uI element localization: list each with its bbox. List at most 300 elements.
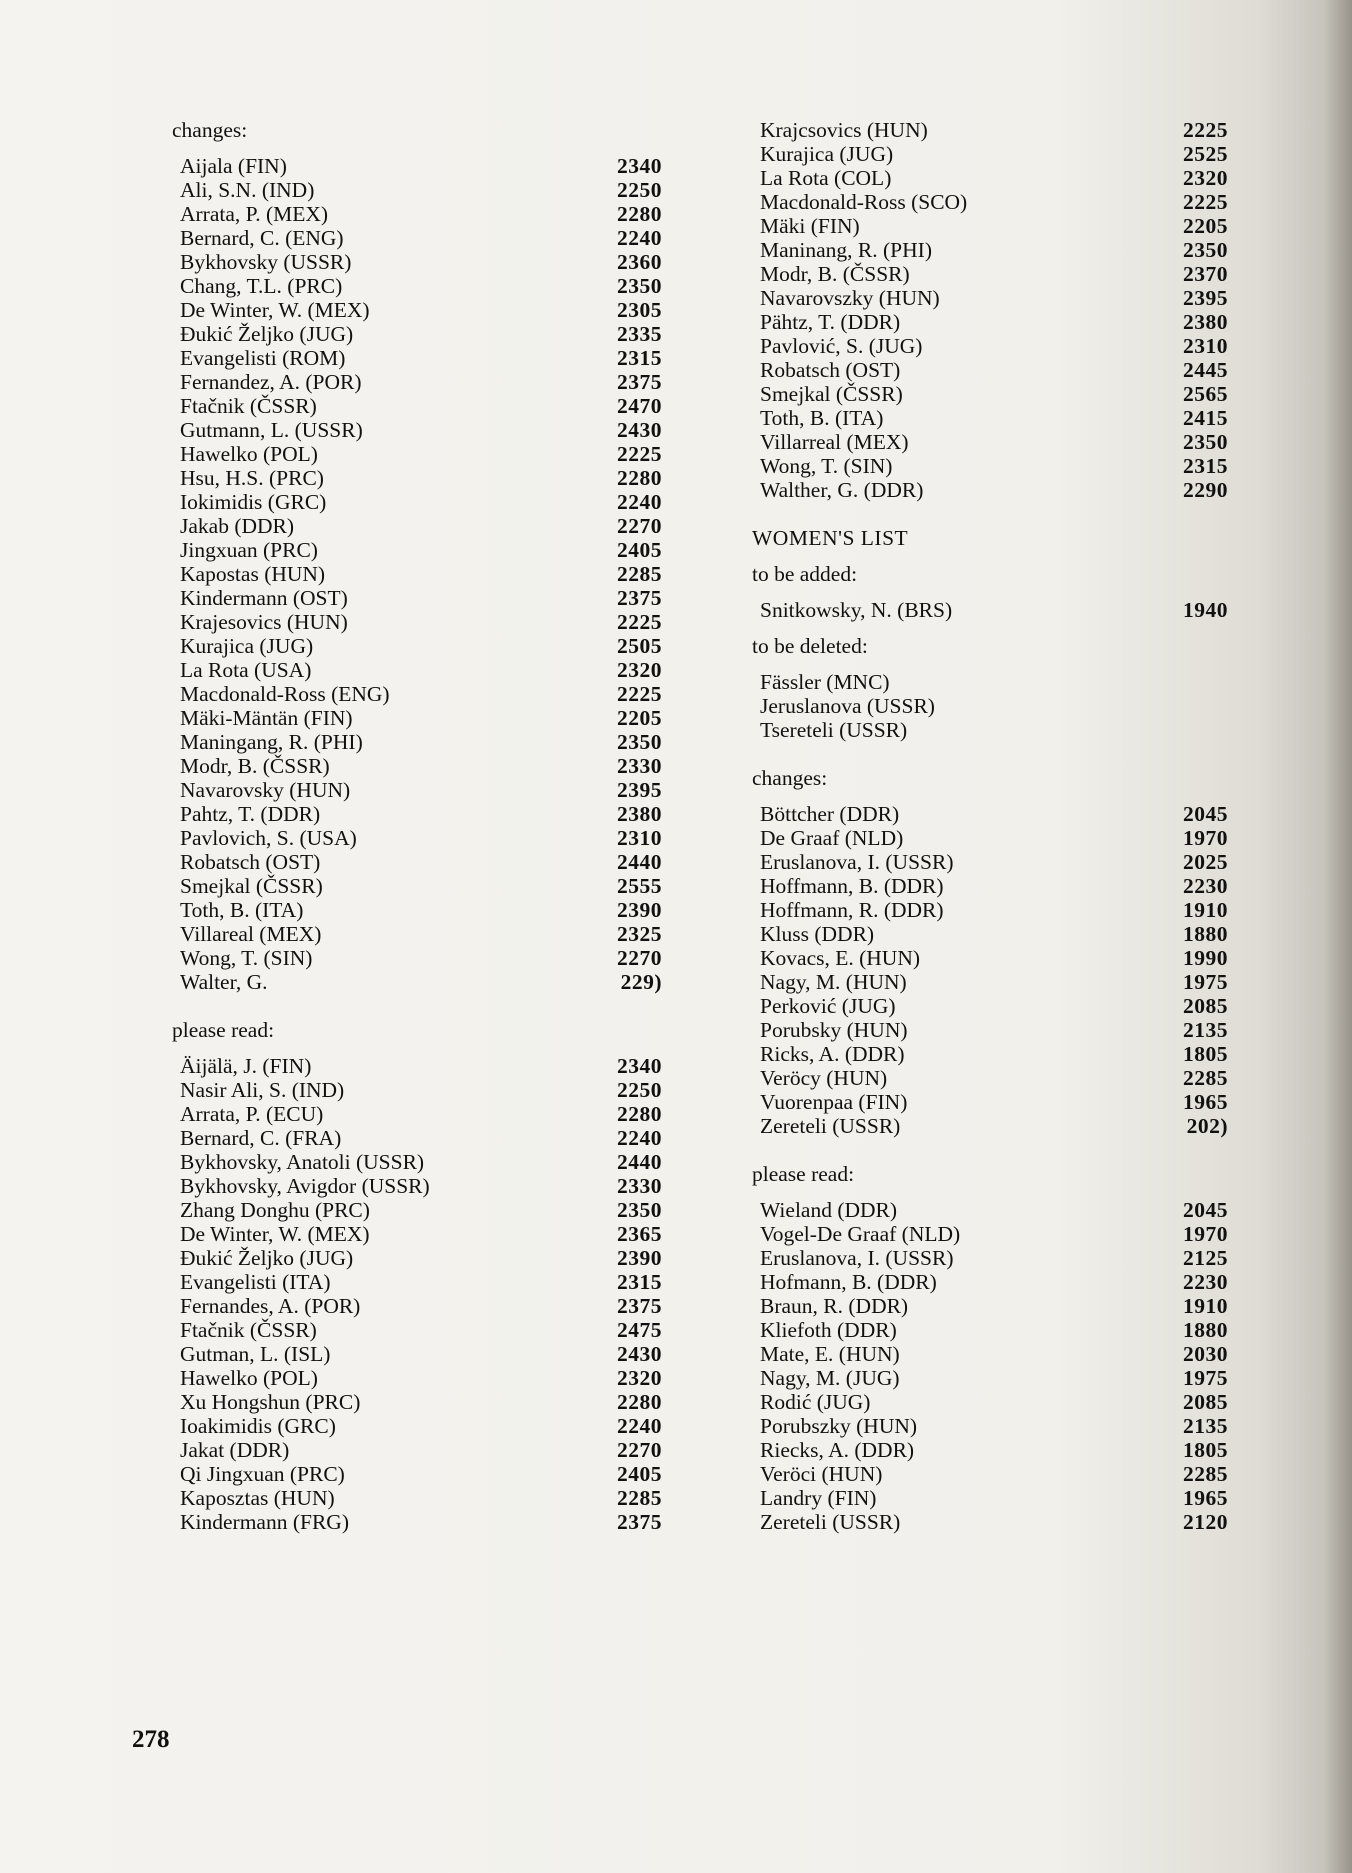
player-rating: 2350: [1183, 430, 1228, 454]
player-name: Bernard, C. (ENG): [180, 226, 344, 250]
list-row: [752, 1342, 1228, 1366]
player-name: Bernard, C. (FRA): [180, 1126, 342, 1150]
womens-list-heading: WOMEN'S LIST: [752, 526, 909, 550]
list-row: [172, 586, 662, 610]
list-row: [752, 190, 1228, 214]
list-row: [172, 1174, 662, 1198]
player-rating: 2205: [1183, 214, 1228, 238]
list-row: [752, 1198, 1228, 1222]
player-name: Eruslanova, I. (USSR): [760, 850, 954, 874]
spacer: [172, 994, 662, 1018]
player-name: Pavlović, S. (JUG): [760, 334, 923, 358]
player-name: Mäki (FIN): [760, 214, 860, 238]
player-rating: 2225: [617, 610, 662, 634]
player-name: Rodić (JUG): [760, 1390, 871, 1414]
list-row: [172, 1438, 662, 1462]
list-row: [172, 634, 662, 658]
player-name: Eruslanova, I. (USSR): [760, 1246, 954, 1270]
player-rating: 2375: [617, 1294, 662, 1318]
list-row: [172, 1294, 662, 1318]
player-rating: 229): [620, 970, 662, 994]
list-row: [172, 490, 662, 514]
deleted-list: [752, 670, 1228, 742]
list-row: [172, 442, 662, 466]
left-column: [172, 118, 662, 1534]
player-rating: 2335: [617, 322, 662, 346]
player-name: Bykhovsky, Avigdor (USSR): [180, 1174, 430, 1198]
player-name: Hofmann, B. (DDR): [760, 1270, 937, 1294]
player-name: Kurajica (JUG): [180, 634, 314, 658]
player-name: Jeruslanova (USSR): [760, 694, 935, 718]
player-rating: 1975: [1183, 970, 1228, 994]
player-name: Wong, T. (SIN): [180, 946, 313, 970]
player-rating: 2270: [617, 514, 662, 538]
list-row: [752, 898, 1228, 922]
player-name: Kaposztas (HUN): [180, 1486, 335, 1510]
player-name: Kindermann (FRG): [180, 1510, 349, 1534]
player-rating: 1970: [1183, 1222, 1228, 1246]
player-rating: 2280: [617, 202, 662, 226]
player-rating: 2230: [1183, 874, 1228, 898]
list-row: [172, 298, 662, 322]
list-row: [752, 1090, 1228, 1114]
player-rating: 2285: [617, 562, 662, 586]
player-name: Wong, T. (SIN): [760, 454, 893, 478]
player-name: Ricks, A. (DDR): [760, 1042, 905, 1066]
player-rating: 2340: [617, 1054, 662, 1078]
player-rating: 2280: [617, 1102, 662, 1126]
list-row: [752, 1486, 1228, 1510]
player-rating: 2340: [617, 154, 662, 178]
player-rating: 2240: [617, 490, 662, 514]
player-rating: 2430: [617, 1342, 662, 1366]
changes-heading: changes:: [172, 118, 248, 142]
list-row: [172, 682, 662, 706]
player-rating: 2120: [1183, 1510, 1228, 1534]
player-name: Toth, B. (ITA): [180, 898, 304, 922]
player-rating: 2525: [1183, 142, 1228, 166]
player-rating: 1910: [1183, 898, 1228, 922]
player-name: Pavlovich, S. (USA): [180, 826, 357, 850]
player-rating: 2045: [1183, 1198, 1228, 1222]
list-row: [172, 322, 662, 346]
player-name: Tsereteli (USSR): [760, 718, 908, 742]
spacer: [172, 142, 662, 154]
player-name: Nagy, M. (JUG): [760, 1366, 900, 1390]
list-row: [752, 1042, 1228, 1066]
list-row: [752, 970, 1228, 994]
spacer: [752, 742, 1228, 766]
womens-please-read-list: [752, 1198, 1228, 1534]
list-row: [752, 142, 1228, 166]
player-rating: 2315: [1183, 454, 1228, 478]
list-row: [752, 214, 1228, 238]
player-rating: 2440: [617, 1150, 662, 1174]
player-name: Qi Jingxuan (PRC): [180, 1462, 345, 1486]
page-edge-shadow: [1324, 0, 1352, 1873]
player-name: Hoffmann, R. (DDR): [760, 898, 944, 922]
spacer: [752, 586, 1228, 598]
list-row: [172, 946, 662, 970]
player-rating: 2285: [617, 1486, 662, 1510]
player-name: Macdonald-Ross (ENG): [180, 682, 390, 706]
player-rating: 2360: [617, 250, 662, 274]
player-name: Đukić Željko (JUG): [180, 322, 354, 346]
player-name: Evangelisti (ROM): [180, 346, 346, 370]
player-name: Porubsky (HUN): [760, 1018, 908, 1042]
player-name: Xu Hongshun (PRC): [180, 1390, 361, 1414]
list-row: [172, 466, 662, 490]
list-row: [172, 1270, 662, 1294]
player-name: Bykhovsky (USSR): [180, 250, 352, 274]
player-name: Modr, B. (ČSSR): [180, 754, 330, 778]
list-row: [172, 1222, 662, 1246]
list-row: [172, 1054, 662, 1078]
player-rating: 2405: [617, 538, 662, 562]
player-rating: 2285: [1183, 1066, 1228, 1090]
player-rating: 2430: [617, 418, 662, 442]
player-rating: 2380: [1183, 310, 1228, 334]
player-name: Böttcher (DDR): [760, 802, 900, 826]
list-row: [172, 394, 662, 418]
player-rating: 2390: [617, 1246, 662, 1270]
player-name: De Graaf (NLD): [760, 826, 904, 850]
player-rating: 2290: [1183, 478, 1228, 502]
player-rating: 2415: [1183, 406, 1228, 430]
player-rating: 2085: [1183, 1390, 1228, 1414]
player-name: Kluss (DDR): [760, 922, 875, 946]
player-name: Bykhovsky, Anatoli (USSR): [180, 1150, 425, 1174]
player-rating: 2475: [617, 1318, 662, 1342]
player-rating: 2320: [617, 658, 662, 682]
player-rating: 2350: [617, 1198, 662, 1222]
list-row: [752, 166, 1228, 190]
player-rating: 1965: [1183, 1090, 1228, 1114]
player-rating: 2375: [617, 370, 662, 394]
player-rating: 2505: [617, 634, 662, 658]
list-row: [752, 1414, 1228, 1438]
list-row: [752, 310, 1228, 334]
player-rating: 2225: [617, 682, 662, 706]
spacer: [752, 622, 1228, 634]
spacer: [752, 658, 1228, 670]
player-rating: 2375: [617, 586, 662, 610]
player-name: Chang, T.L. (PRC): [180, 274, 343, 298]
player-name: Aijala (FIN): [180, 154, 287, 178]
player-name: Porubszky (HUN): [760, 1414, 918, 1438]
spacer: [752, 502, 1228, 526]
list-row: [752, 1066, 1228, 1090]
player-rating: 1910: [1183, 1294, 1228, 1318]
added-list: [752, 598, 1228, 622]
player-name: Nagy, M. (HUN): [760, 970, 907, 994]
player-name: Snitkowsky, N. (BRS): [760, 598, 953, 622]
spacer: [752, 1186, 1228, 1198]
list-row: [172, 1246, 662, 1270]
player-rating: 2445: [1183, 358, 1228, 382]
player-rating: 2370: [1183, 262, 1228, 286]
player-name: Maninang, R. (PHI): [760, 238, 932, 262]
player-rating: 1965: [1183, 1486, 1228, 1510]
to-be-added-heading: to be added:: [752, 562, 858, 586]
list-row: [172, 250, 662, 274]
spacer: [752, 790, 1228, 802]
player-name: Jakat (DDR): [180, 1438, 290, 1462]
list-row: [172, 1342, 662, 1366]
list-row: [172, 178, 662, 202]
list-row: [752, 718, 1228, 742]
list-row: [172, 754, 662, 778]
player-rating: 2320: [617, 1366, 662, 1390]
player-name: Đukić Željko (JUG): [180, 1246, 354, 1270]
list-row: [172, 730, 662, 754]
player-name: Krajcsovics (HUN): [760, 118, 928, 142]
list-row: [172, 706, 662, 730]
player-rating: 2390: [617, 898, 662, 922]
list-row: [172, 370, 662, 394]
player-name: Fernandez, A. (POR): [180, 370, 362, 394]
player-name: Mate, E. (HUN): [760, 1342, 900, 1366]
list-row: [172, 1414, 662, 1438]
player-name: Zereteli (USSR): [760, 1510, 901, 1534]
list-row: [752, 1462, 1228, 1486]
list-row: [752, 1510, 1228, 1534]
player-name: Ftačnik (ČSSR): [180, 1318, 317, 1342]
player-name: Villareal (MEX): [180, 922, 322, 946]
player-name: Iokimidis (GRC): [180, 490, 327, 514]
player-name: Villarreal (MEX): [760, 430, 909, 454]
player-name: Kapostas (HUN): [180, 562, 326, 586]
player-rating: 202): [1186, 1114, 1228, 1138]
list-row: [752, 238, 1228, 262]
spacer: [752, 1138, 1228, 1162]
player-name: Navarovsky (HUN): [180, 778, 351, 802]
player-rating: 2285: [1183, 1462, 1228, 1486]
player-name: Krajesovics (HUN): [180, 610, 348, 634]
player-rating: 2230: [1183, 1270, 1228, 1294]
list-row: [172, 154, 662, 178]
list-row: [172, 418, 662, 442]
player-name: Äijälä, J. (FIN): [180, 1054, 312, 1078]
list-row: [752, 1270, 1228, 1294]
list-row: [752, 478, 1228, 502]
player-name: Braun, R. (DDR): [760, 1294, 909, 1318]
continued-list: [752, 118, 1228, 502]
list-row: [752, 1438, 1228, 1462]
player-name: Kovacs, E. (HUN): [760, 946, 921, 970]
player-name: Walther, G. (DDR): [760, 478, 924, 502]
list-row: [172, 1366, 662, 1390]
list-row: [172, 658, 662, 682]
player-name: Walter, G.: [180, 970, 268, 994]
list-row: [752, 1018, 1228, 1042]
player-rating: 2350: [617, 730, 662, 754]
player-name: Arrata, P. (ECU): [180, 1102, 324, 1126]
list-row: [172, 778, 662, 802]
player-rating: 2330: [617, 1174, 662, 1198]
list-row: [752, 1114, 1228, 1138]
list-row: [752, 802, 1228, 826]
player-rating: 2310: [1183, 334, 1228, 358]
player-name: De Winter, W. (MEX): [180, 1222, 370, 1246]
player-rating: 2395: [1183, 286, 1228, 310]
player-name: Maningang, R. (PHI): [180, 730, 363, 754]
player-rating: 1975: [1183, 1366, 1228, 1390]
list-row: [752, 826, 1228, 850]
player-rating: 2225: [1183, 118, 1228, 142]
player-name: Riecks, A. (DDR): [760, 1438, 915, 1462]
player-name: Hawelko (POL): [180, 442, 318, 466]
list-row: [172, 850, 662, 874]
player-rating: 1990: [1183, 946, 1228, 970]
list-row: [172, 826, 662, 850]
to-be-deleted-heading: to be deleted:: [752, 634, 868, 658]
player-rating: 2565: [1183, 382, 1228, 406]
player-rating: 2270: [617, 1438, 662, 1462]
list-row: [172, 202, 662, 226]
player-rating: 2395: [617, 778, 662, 802]
list-row: [172, 874, 662, 898]
player-name: Zereteli (USSR): [760, 1114, 901, 1138]
list-row: [172, 970, 662, 994]
player-rating: 2240: [617, 1414, 662, 1438]
list-row: [172, 1390, 662, 1414]
right-column: [752, 118, 1228, 1534]
player-rating: 2375: [617, 1510, 662, 1534]
player-name: Fernandes, A. (POR): [180, 1294, 361, 1318]
list-row: [752, 430, 1228, 454]
player-name: Arrata, P. (MEX): [180, 202, 329, 226]
player-rating: 1805: [1183, 1438, 1228, 1462]
player-name: Modr, B. (ČSSR): [760, 262, 910, 286]
player-name: Macdonald-Ross (SCO): [760, 190, 968, 214]
player-name: Jakab (DDR): [180, 514, 295, 538]
list-row: [172, 1198, 662, 1222]
player-name: De Winter, W. (MEX): [180, 298, 370, 322]
player-name: Fässler (MNC): [760, 670, 890, 694]
player-name: Perković (JUG): [760, 994, 896, 1018]
list-row: [752, 262, 1228, 286]
player-rating: 2315: [617, 1270, 662, 1294]
list-row: [752, 358, 1228, 382]
player-name: Veröci (HUN): [760, 1462, 883, 1486]
list-row: [172, 538, 662, 562]
list-row: [172, 1510, 662, 1534]
player-name: Navarovszky (HUN): [760, 286, 940, 310]
player-rating: 2135: [1183, 1414, 1228, 1438]
player-name: Pähtz, T. (DDR): [760, 310, 901, 334]
player-rating: 2085: [1183, 994, 1228, 1018]
player-rating: 2440: [617, 850, 662, 874]
list-row: [172, 346, 662, 370]
player-name: Hoffmann, B. (DDR): [760, 874, 944, 898]
list-row: [752, 1294, 1228, 1318]
list-row: [172, 610, 662, 634]
player-name: Robatsch (OST): [180, 850, 321, 874]
player-name: La Rota (COL): [760, 166, 892, 190]
player-name: Pahtz, T. (DDR): [180, 802, 321, 826]
player-rating: 1805: [1183, 1042, 1228, 1066]
list-row: [172, 226, 662, 250]
list-row: [172, 1102, 662, 1126]
player-name: Vuorenpaa (FIN): [760, 1090, 908, 1114]
player-rating: 2045: [1183, 802, 1228, 826]
womens-changes-heading: changes:: [752, 766, 828, 790]
player-rating: 2125: [1183, 1246, 1228, 1270]
player-name: Gutmann, L. (USSR): [180, 418, 363, 442]
list-row: [172, 1078, 662, 1102]
player-rating: 2270: [617, 946, 662, 970]
spacer: [752, 550, 1228, 562]
list-row: [752, 334, 1228, 358]
player-rating: 2365: [617, 1222, 662, 1246]
spacer: [172, 1042, 662, 1054]
list-row: [172, 898, 662, 922]
player-name: Robatsch (OST): [760, 358, 901, 382]
player-name: Kindermann (OST): [180, 586, 348, 610]
player-rating: 1970: [1183, 826, 1228, 850]
player-rating: 2280: [617, 1390, 662, 1414]
player-name: Hawelko (POL): [180, 1366, 318, 1390]
player-rating: 2240: [617, 1126, 662, 1150]
list-row: [172, 1150, 662, 1174]
player-name: Nasir Ali, S. (IND): [180, 1078, 345, 1102]
list-row: [752, 850, 1228, 874]
player-name: Kurajica (JUG): [760, 142, 894, 166]
player-name: Kliefoth (DDR): [760, 1318, 897, 1342]
player-name: Vogel-De Graaf (NLD): [760, 1222, 961, 1246]
player-rating: 1880: [1183, 1318, 1228, 1342]
list-row: [172, 1462, 662, 1486]
player-rating: 2205: [617, 706, 662, 730]
player-name: Landry (FIN): [760, 1486, 877, 1510]
player-name: Smejkal (ČSSR): [180, 874, 323, 898]
list-row: [172, 1126, 662, 1150]
list-row: [172, 922, 662, 946]
player-rating: 2225: [617, 442, 662, 466]
player-rating: 2405: [617, 1462, 662, 1486]
player-name: Ali, S.N. (IND): [180, 178, 315, 202]
player-name: Ioakimidis (GRC): [180, 1414, 336, 1438]
player-rating: 2135: [1183, 1018, 1228, 1042]
player-rating: 2350: [617, 274, 662, 298]
list-row: [752, 382, 1228, 406]
list-row: [752, 922, 1228, 946]
please-read-list: [172, 1054, 662, 1534]
changes-list: [172, 154, 662, 994]
player-rating: 2380: [617, 802, 662, 826]
player-name: Jingxuan (PRC): [180, 538, 318, 562]
list-row: [752, 694, 1228, 718]
list-row: [752, 286, 1228, 310]
page-number: 278: [132, 1726, 170, 1753]
list-row: [752, 994, 1228, 1018]
list-row: [172, 562, 662, 586]
list-row: [752, 946, 1228, 970]
player-rating: 2025: [1183, 850, 1228, 874]
list-row: [752, 406, 1228, 430]
player-name: Gutman, L. (ISL): [180, 1342, 331, 1366]
player-rating: 2030: [1183, 1342, 1228, 1366]
list-row: [172, 1318, 662, 1342]
player-rating: 2310: [617, 826, 662, 850]
player-name: La Rota (USA): [180, 658, 312, 682]
list-row: [752, 1366, 1228, 1390]
list-row: [172, 274, 662, 298]
player-rating: 2350: [1183, 238, 1228, 262]
player-rating: 2280: [617, 466, 662, 490]
player-rating: 2320: [1183, 166, 1228, 190]
